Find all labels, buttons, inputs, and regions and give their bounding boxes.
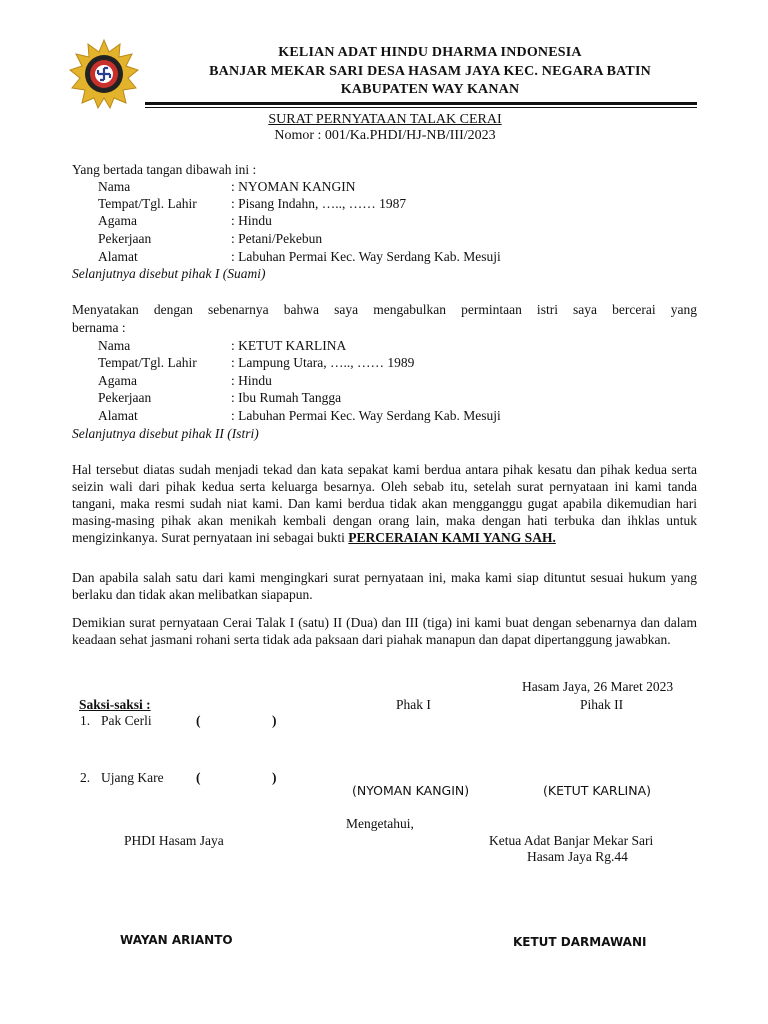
document-title: SURAT PERNYATAAN TALAK CERAI	[268, 112, 502, 127]
statement-line2: bernama :	[72, 320, 126, 335]
party2-row-occupation	[98, 390, 698, 407]
paragraph-closing: Demikian surat pernyataan Cerai Talak I (satu) II (Dua) dan III (tiga) ini kami buat dengan sebenarnya dan dalam keadaan sehat jasmani rohani serta tidak ada paksaan dari piahak manapun dan dapat dipertanggung jawabkan.	[72, 615, 697, 647]
document-number: Nomor : 001/Ka.PHDI/HJ-NB/III/2023	[274, 128, 496, 143]
party1-row-name	[98, 179, 698, 196]
party1-note: Selanjutnya disebut pihak I (Suami)	[72, 266, 266, 281]
party1-row-address	[98, 249, 698, 266]
letterhead-rule	[145, 102, 697, 105]
witness-signature-open: (	[196, 713, 201, 728]
party1-row-birth	[98, 196, 698, 213]
place-date: Hasam Jaya, 26 Maret 2023	[522, 679, 674, 694]
field-label: Nama	[98, 338, 131, 353]
field-label: Alamat	[98, 249, 138, 264]
mengetahui-label: Mengetahui,	[346, 816, 414, 831]
witness-number: 2.	[80, 770, 91, 785]
field-label: Alamat	[98, 408, 138, 423]
witness-signature-open: (	[196, 770, 201, 785]
paragraph-emphasis: PERCERAIAN KAMI YANG SAH.	[348, 530, 556, 545]
phdi-signer-name: WAYAN ARIANTO	[120, 933, 233, 947]
field-label: Agama	[98, 373, 137, 388]
party2-row-name	[98, 338, 698, 355]
witness-signature-close: )	[272, 713, 277, 728]
letterhead-line1: KELIAN ADAT HINDU DHARMA INDONESIA	[278, 45, 582, 60]
kelian-signer-name: KETUT DARMAWANI	[513, 935, 647, 949]
letterhead-line2: BANJAR MEKAR SARI DESA HASAM JAYA KEC. NEGARA BATIN	[209, 64, 651, 79]
paragraph-denial: Dan apabila salah satu dari kami mengingkari surat pernyataan ini, maka kami siap dituntut sesuai hukum yang berlaku dan tidak akan melibatkan siapapun.	[72, 570, 697, 602]
phdi-title: PHDI Hasam Jaya	[124, 833, 224, 848]
field-value: : Hindu	[231, 373, 272, 388]
party1-row-occupation	[98, 231, 698, 248]
field-value: : NYOMAN KANGIN	[231, 179, 356, 194]
kelian-subtitle: Hasam Jaya Rg.44	[527, 849, 628, 864]
letterhead-line3: KABUPATEN WAY KANAN	[340, 82, 520, 97]
field-value: : Pisang Indahn, ….., …… 1987	[231, 196, 407, 211]
organization-logo	[68, 38, 140, 110]
field-label: Tempat/Tgl. Lahir	[98, 196, 197, 211]
party2-row-birth	[98, 355, 698, 372]
letterhead-rule-thin	[145, 107, 697, 108]
field-label: Nama	[98, 179, 131, 194]
witnesses-title: Saksi-saksi :	[79, 697, 151, 712]
field-value: : Labuhan Permai Kec. Way Serdang Kab. Mesuji	[231, 249, 501, 264]
field-value: : KETUT KARLINA	[231, 338, 347, 353]
pihak2-label: Pihak II	[580, 697, 624, 712]
pihak1-label: Phak I	[396, 697, 431, 712]
party1-row-religion	[98, 213, 698, 230]
field-value: : Labuhan Permai Kec. Way Serdang Kab. Mesuji	[231, 408, 501, 423]
party2-row-address	[98, 408, 698, 425]
pihak2-name: (KETUT KARLINA)	[543, 783, 652, 798]
paragraph-text: Hal tersebut diatas sudah menjadi tekad dan kata sepakat kami berdua antara pihak kesatu dan pihak kedua serta seizin wali dari pihak kedua serta keluarga besarnya. Oleh sebab itu, setelah surat pernyataan ini kami tanda tangani, maka resmi sudah niat kami. Dan kami berdua tidak akan mengganggu gugat apabila dikemudian hari masing-masing pihak akan menikah kembali dengan orang lain, maka dengan hati terbuka dan ihklas untuk mengizinkanya. Surat pernyataan ini sebagai bukti	[72, 462, 697, 545]
field-label: Pekerjaan	[98, 231, 152, 246]
statement-line1: Menyatakan dengan sebenarnya bahwa saya mengabulkan permintaan istri saya bercerai yang	[72, 302, 697, 317]
witness-name: Ujang Kare	[101, 770, 164, 785]
field-value: : Hindu	[231, 213, 272, 228]
field-value: : Ibu Rumah Tangga	[231, 390, 342, 405]
party2-row-religion	[98, 373, 698, 390]
party2-note: Selanjutnya disebut pihak II (Istri)	[72, 426, 259, 441]
field-value: : Lampung Utara, ….., …… 1989	[231, 355, 415, 370]
field-label: Agama	[98, 213, 137, 228]
intro-text: Yang bertada tangan dibawah ini :	[72, 162, 257, 177]
kelian-title: Ketua Adat Banjar Mekar Sari	[489, 833, 654, 848]
witness-name: Pak Cerli	[101, 713, 152, 728]
paragraph-agreement	[72, 461, 697, 546]
pihak1-name: (NYOMAN KANGIN)	[352, 783, 470, 798]
field-label: Tempat/Tgl. Lahir	[98, 355, 197, 370]
witness-signature-close: )	[272, 770, 277, 785]
field-label: Pekerjaan	[98, 390, 152, 405]
witness-number: 1.	[80, 713, 91, 728]
field-value: : Petani/Pekebun	[231, 231, 323, 246]
